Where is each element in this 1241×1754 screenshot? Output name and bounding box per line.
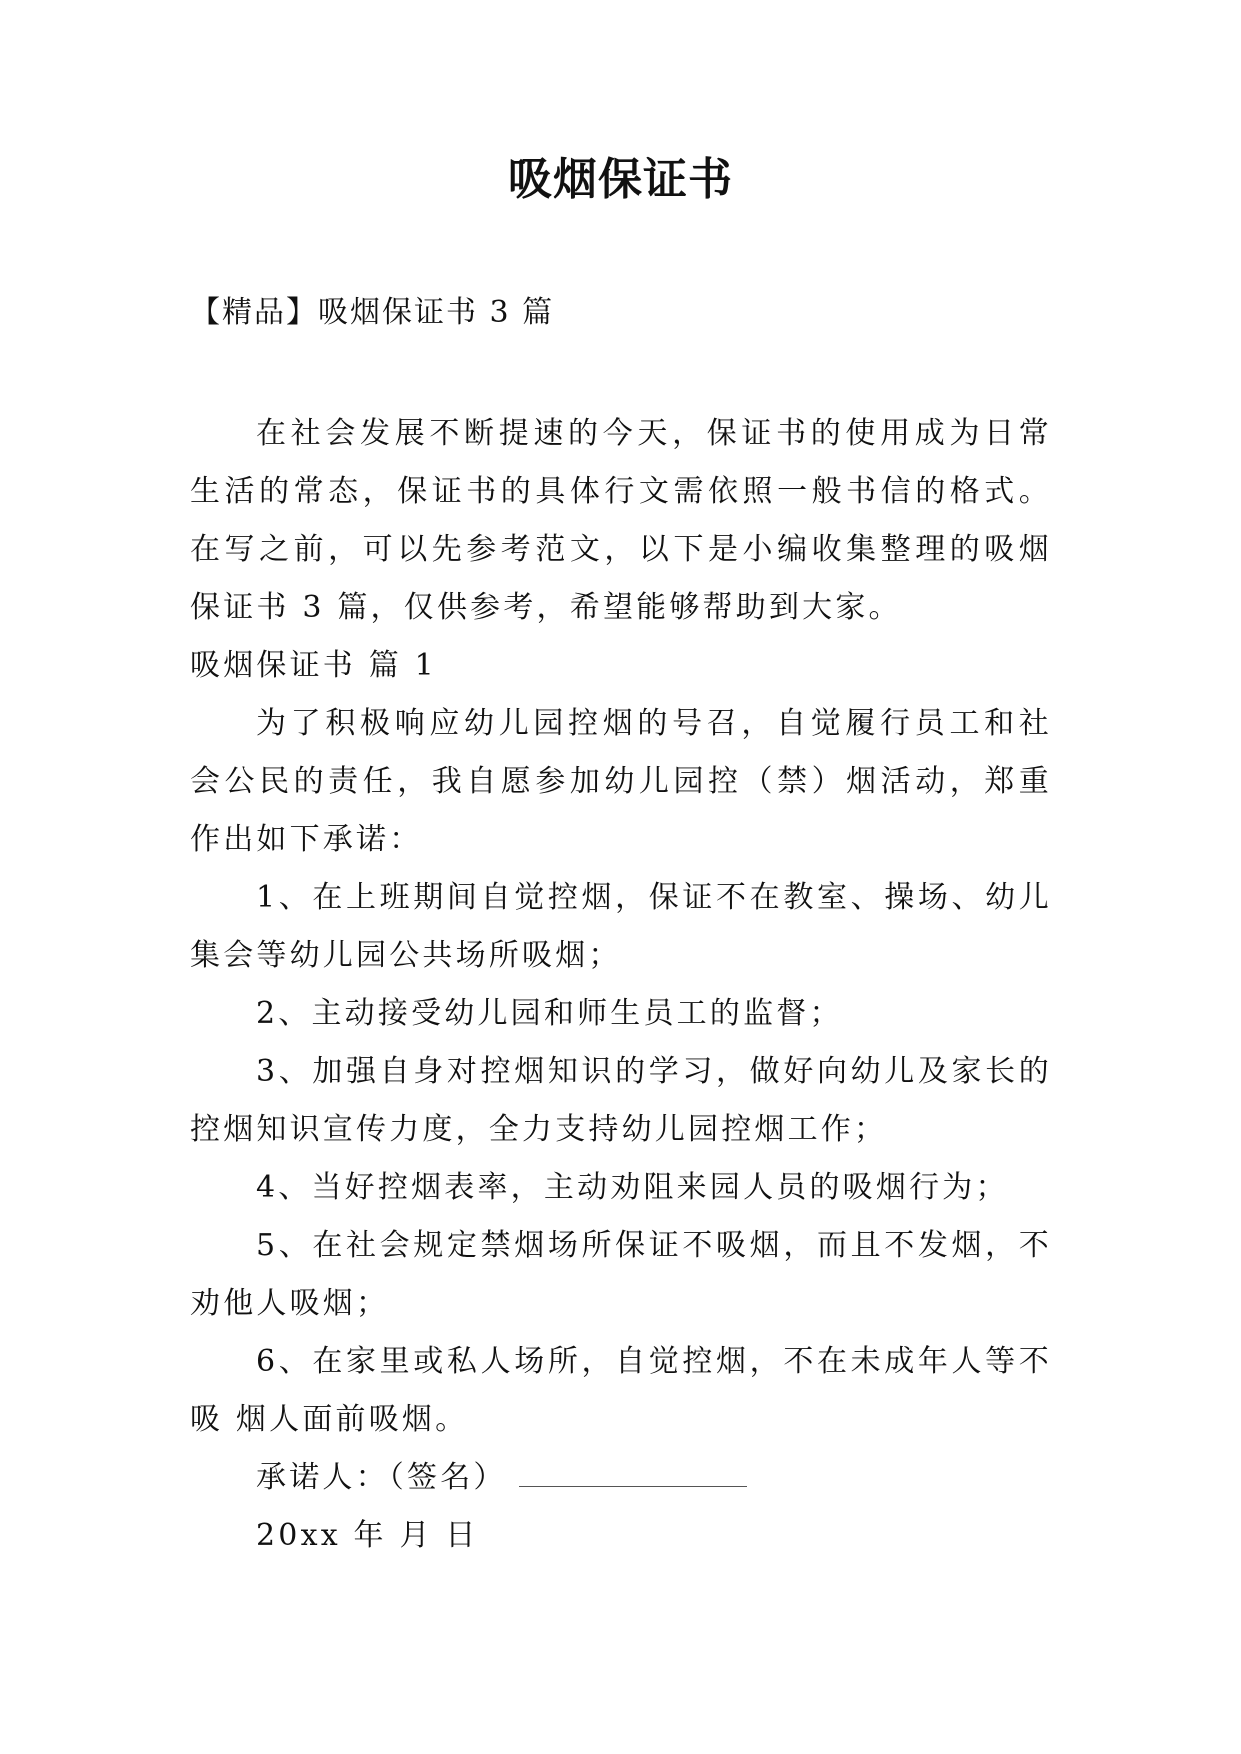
signature-line: [190, 1449, 1052, 1507]
pledge-item: 4、当好控烟表率，主动劝阻来园人员的吸烟行为；: [256, 1170, 1009, 1205]
pledge-item: 2、主动接受幼儿园和师生员工的监督；: [256, 996, 843, 1031]
date-line: 20xx 年 月 日: [256, 1518, 479, 1553]
document-subtitle: 【精品】吸烟保证书 3 篇: [190, 295, 555, 330]
document-title: 吸烟保证书: [508, 154, 733, 205]
pledge-item: 1、在上班期间自觉控烟，保证不在教室、操场、幼儿集会等幼儿园公共场所吸烟；: [190, 880, 1052, 973]
pledge-item: 5、在社会规定禁烟场所保证不吸烟，而且不发烟，不劝他人吸烟；: [190, 1228, 1052, 1321]
pledge-item: 3、加强自身对控烟知识的学习，做好向幼儿及家长的控烟知识宣传力度，全力支持幼儿园控烟工作；: [190, 1054, 1052, 1147]
intro-paragraph: 在社会发展不断提速的今天，保证书的使用成为日常生活的常态，保证书的具体行文需依照一般书信的格式。在写之前，可以先参考范文，以下是小编收集整理的吸烟保证书 3 篇，仅供参考，希望能够帮助到大家。: [190, 416, 1052, 625]
pledge-intro-paragraph: 为了积极响应幼儿园控烟的号召，自觉履行员工和社会公民的责任，我自愿参加幼儿园控（禁）烟活动，郑重作出如下承诺：: [190, 706, 1052, 857]
signature-label: 承诺人：（签名）: [256, 1460, 507, 1495]
section-heading: 吸烟保证书 篇 1: [190, 648, 437, 683]
document-body: [190, 405, 1052, 1565]
pledge-item: 6、在家里或私人场所，自觉控烟，不在未成年人等不吸 烟人面前吸烟。: [190, 1344, 1052, 1437]
signature-blank: [519, 1466, 747, 1487]
